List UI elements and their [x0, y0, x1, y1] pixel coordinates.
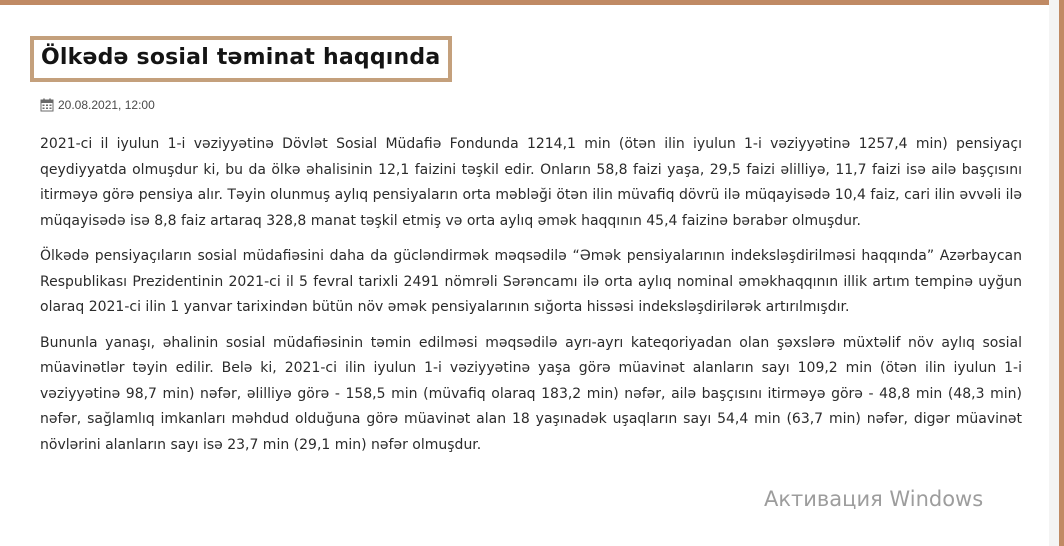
top-frame-border — [0, 0, 1064, 5]
title-highlight-box — [30, 36, 452, 82]
paragraph: 2021-ci il iyulun 1-i vəziyyətinə Dövlət Sosial Müdafiə Fondunda 1214,1 min (ötən ilin iyulun 1-i vəziyyətinə 1257,4 min) pensiyaçı qeydiyyatda olmuşdur ki, bu da ölkə əhalisinin 12,1 faizini təşkil edir. Onların 58,8 faizi yaşa, 29,5 faizi əlilliyə, 11,7 faizi isə ailə başçısını itirməyə görə pensiya alır. Təyin olunmuş aylıq pensiyaların orta məbləği ötən ilin müvafiq dövrü ilə müqayisədə 10,4 faiz, cari ilin əvvəli ilə müqayisədə isə 8,8 faiz artaraq 328,8 manat təşkil etmiş və orta aylıq əmək haqqının 45,4 faizinə bərabər olmuşdur. — [40, 136, 1022, 229]
article-body — [40, 132, 1022, 468]
article-meta — [40, 98, 155, 112]
right-frame-border — [1059, 0, 1064, 546]
article-date: 20.08.2021, 12:00 — [58, 98, 155, 112]
scrollbar-track[interactable] — [1049, 0, 1059, 546]
windows-activation-watermark: Активация Windows — [764, 487, 984, 511]
paragraph: Ölkədə pensiyaçıların sosial müdafiəsini daha da gücləndirmək məqsədilə “Əmək pensiyalarının indeksləşdirilməsi haqqında” Azərbaycan Respublikası Prezidentinin 2021-ci il 5 fevral tarixli 2491 nömrəli Sərəncamı ilə orta aylıq nominal əməkhaqqının illik artım tempinə uyğun olaraq 2021-ci ilin 1 yanvar tarixindən bütün növ əmək pensiyalarının sığorta hissəsi indeksləşdirilərək artırılmışdır. — [40, 248, 1022, 315]
article-title: Ölkədə sosial təminat haqqında — [41, 45, 441, 70]
paragraph: Bununla yanaşı, əhalinin sosial müdafiəsinin təmin edilməsi məqsədilə ayrı-ayrı kateqoriyadan olan şəxslərə müxtəlif növ aylıq sosial müavinətlər təyin edilir. Belə ki, 2021-ci ilin iyulun 1-i vəziyyətinə yaşa görə müavinət alanların sayı 109,2 min (ötən ilin iyulun 1-i vəziyyətinə 98,7 min) nəfər, əlilliyə görə - 158,5 min (müvafiq olaraq 183,2 min) nəfər, ailə başçısını itirməyə görə - 48,8 min (48,3 min) nəfər, sağlamlıq imkanları məhdud olduğuna görə müavinət alan 18 yaşınadək uşaqların sayı 54,4 min (63,7 min) nəfər, digər müavinət növlərini alanların sayı isə 23,7 min (29,1 min) nəfər olmuşdur. — [40, 334, 1022, 453]
calendar-icon — [40, 98, 54, 112]
